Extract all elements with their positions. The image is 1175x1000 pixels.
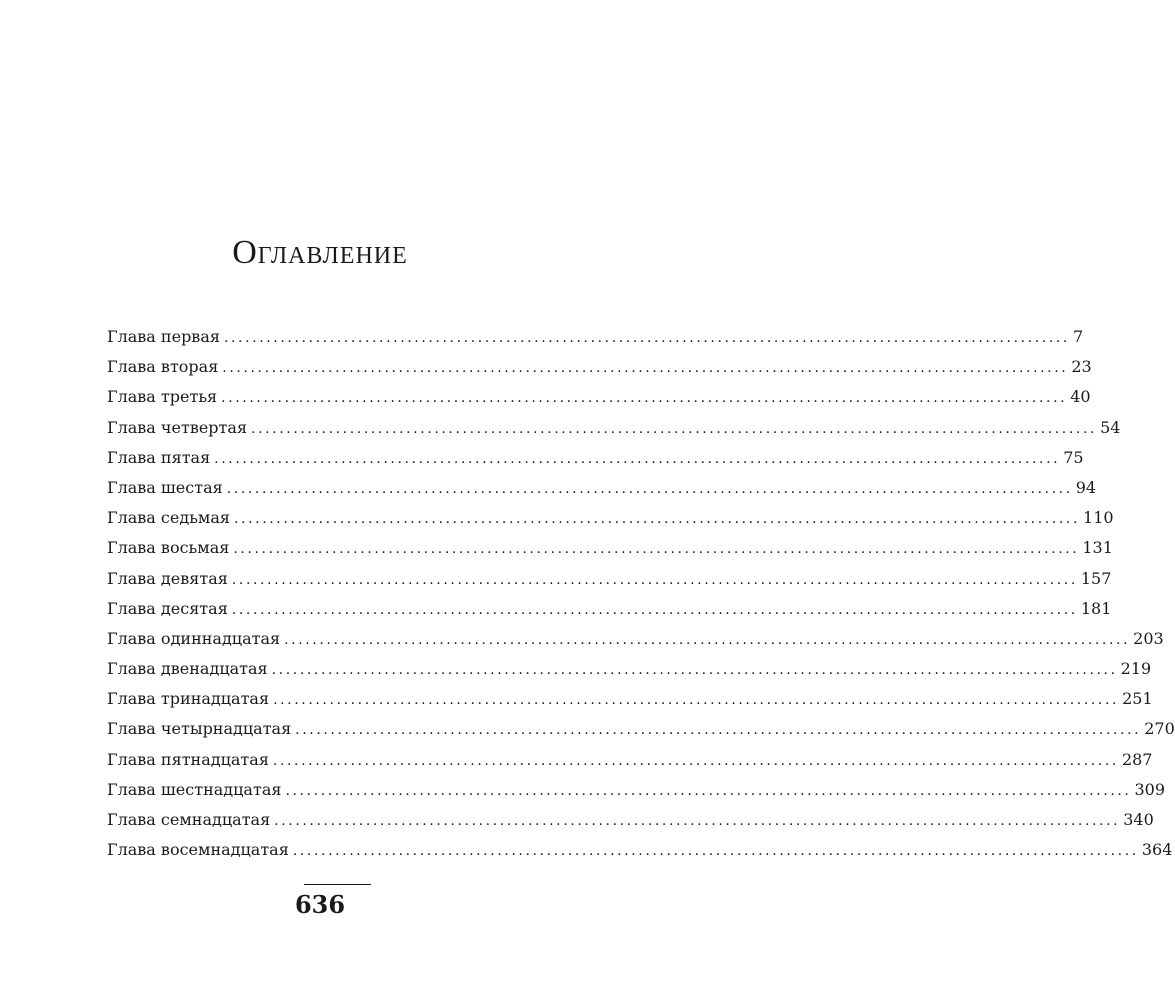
toc-entry-title: Глава восьмая bbox=[107, 538, 230, 558]
toc-entry-page: 131 bbox=[1082, 538, 1113, 558]
toc-entry-page: 251 bbox=[1122, 689, 1153, 709]
toc-dot-leader: ........................................................................................................................ bbox=[234, 511, 1081, 528]
toc-dot-leader: ........................................................................................................................ bbox=[295, 722, 1142, 739]
toc-entry-page: 7 bbox=[1072, 327, 1084, 346]
toc-entry[interactable] bbox=[107, 684, 1153, 714]
toc-dot-leader: ........................................................................................................................ bbox=[284, 631, 1131, 648]
toc-dot-leader: ........................................................................................................................ bbox=[223, 330, 1070, 346]
toc-entry-title: Глава восемнадцатая bbox=[107, 840, 289, 860]
toc-entry-page: 157 bbox=[1080, 568, 1112, 588]
toc-entry-page: 364 bbox=[1141, 840, 1173, 860]
toc-dot-leader: ........................................................................................................................ bbox=[226, 480, 1073, 497]
toc-entry-title: Глава десятая bbox=[107, 598, 228, 618]
toc-entry-page: 340 bbox=[1123, 810, 1154, 829]
table-of-contents bbox=[107, 322, 1175, 865]
toc-entry[interactable] bbox=[107, 835, 1173, 865]
toc-entry-page: 110 bbox=[1083, 508, 1114, 528]
toc-entry-title: Глава пятая bbox=[107, 447, 211, 467]
toc-entry-page: 203 bbox=[1133, 628, 1164, 648]
toc-entry-page: 219 bbox=[1120, 659, 1152, 679]
toc-entry-page: 54 bbox=[1100, 417, 1121, 437]
toc-entry-title: Глава шестнадцатая bbox=[107, 779, 282, 799]
toc-entry-page: 94 bbox=[1075, 477, 1097, 497]
toc-entry-page: 40 bbox=[1070, 387, 1091, 407]
toc-entry[interactable] bbox=[107, 443, 1084, 473]
toc-entry[interactable] bbox=[107, 382, 1091, 412]
toc-entry[interactable] bbox=[107, 624, 1164, 654]
toc-entry-title: Глава седьмая bbox=[107, 508, 230, 528]
folio-rule bbox=[304, 884, 371, 885]
toc-entry-title: Глава четвертая bbox=[107, 417, 248, 437]
toc-entry-title: Глава пятнадцатая bbox=[107, 749, 269, 769]
toc-dot-leader: ........................................................................................................................ bbox=[274, 813, 1121, 829]
toc-entry[interactable] bbox=[107, 745, 1153, 775]
toc-entry[interactable] bbox=[107, 413, 1121, 443]
toc-entry[interactable] bbox=[107, 714, 1175, 744]
toc-entry-title: Глава четырнадцатая bbox=[107, 719, 292, 739]
toc-entry-title: Глава вторая bbox=[107, 357, 219, 377]
toc-dot-leader: ........................................................................................................................ bbox=[222, 360, 1069, 377]
toc-dot-leader: ........................................................................................................................ bbox=[251, 420, 1098, 437]
toc-dot-leader: ........................................................................................................................ bbox=[231, 601, 1078, 618]
toc-dot-leader: ........................................................................................................................ bbox=[231, 571, 1078, 588]
toc-entry[interactable] bbox=[107, 564, 1112, 594]
toc-entry[interactable] bbox=[107, 352, 1092, 382]
toc-dot-leader: ........................................................................................................................ bbox=[292, 843, 1139, 860]
toc-entry-page: 23 bbox=[1071, 357, 1092, 377]
toc-entry-title: Глава третья bbox=[107, 387, 218, 407]
toc-entry-page: 309 bbox=[1134, 779, 1166, 799]
page-number: 636 bbox=[294, 890, 346, 919]
toc-entry[interactable] bbox=[107, 503, 1114, 533]
toc-dot-leader: ........................................................................................................................ bbox=[233, 541, 1080, 558]
toc-dot-leader: ........................................................................................................................ bbox=[272, 752, 1119, 769]
toc-entry-page: 181 bbox=[1080, 598, 1112, 618]
toc-entry-title: Глава семнадцатая bbox=[107, 810, 271, 829]
toc-entry-title: Глава первая bbox=[107, 327, 220, 346]
toc-dot-leader: ........................................................................................................................ bbox=[273, 692, 1120, 709]
toc-dot-leader: ........................................................................................................................ bbox=[271, 662, 1118, 679]
toc-entry[interactable] bbox=[107, 533, 1113, 563]
toc-entry-page: 270 bbox=[1144, 719, 1175, 739]
toc-entry[interactable] bbox=[107, 775, 1166, 805]
toc-dot-leader: ........................................................................................................................ bbox=[214, 450, 1061, 467]
toc-dot-leader: ........................................................................................................................ bbox=[221, 390, 1068, 407]
toc-entry-page: 75 bbox=[1063, 447, 1084, 467]
toc-entry-title: Глава девятая bbox=[107, 568, 228, 588]
toc-entry[interactable] bbox=[107, 805, 1154, 835]
toc-entry-title: Глава одиннадцатая bbox=[107, 628, 281, 648]
toc-entry[interactable] bbox=[107, 654, 1152, 684]
toc-entry-title: Глава двенадцатая bbox=[107, 659, 268, 679]
toc-dot-leader: ........................................................................................................................ bbox=[285, 782, 1132, 799]
toc-entry-title: Глава тринадцатая bbox=[107, 689, 270, 709]
toc-entry[interactable] bbox=[107, 322, 1084, 352]
toc-entry-page: 287 bbox=[1121, 749, 1153, 769]
toc-entry[interactable] bbox=[107, 594, 1112, 624]
toc-entry-title: Глава шестая bbox=[107, 477, 223, 497]
page-title: Оглавление bbox=[232, 233, 408, 271]
toc-entry[interactable] bbox=[107, 473, 1097, 503]
